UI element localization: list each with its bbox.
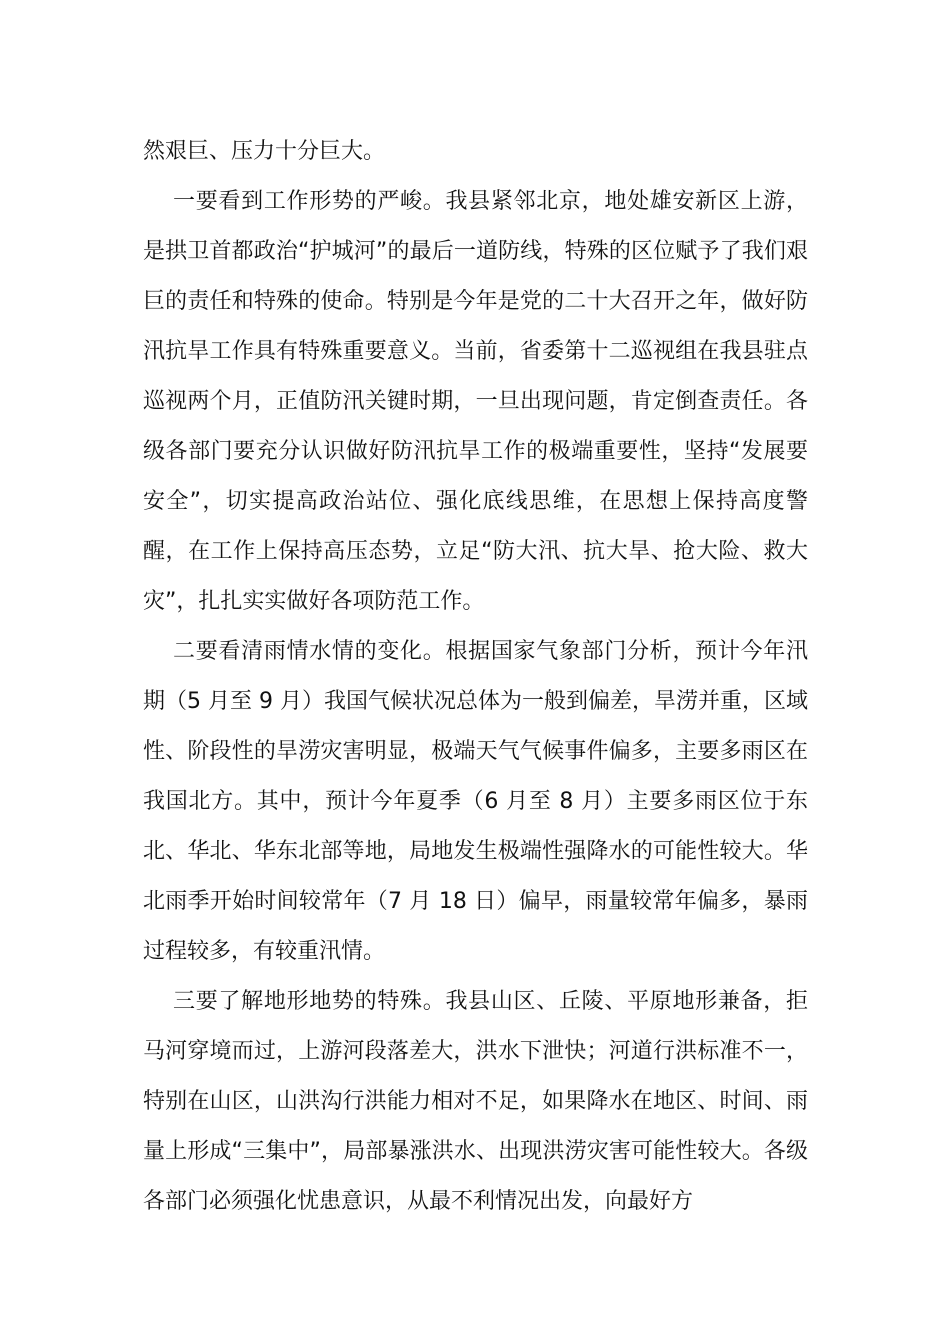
paragraph-terrain: 三要了解地形地势的特殊。我县山区、丘陵、平原地形兼备，拒马河穿境而过，上游河段落差大，洪水下泄快；河道行洪标准不一，特别在山区，山洪沟行洪能力相对不足，如果降水在地区、时间、雨量上形成“三集中”，局部暴涨洪水、出现洪涝灾害可能性较大。各级各部门必须强化忧患意识，从最不利情况出发，向最好方	[143, 989, 808, 1214]
paragraph-work-situation: 一要看到工作形势的严峻。我县紧邻北京，地处雄安新区上游，是拱卫首都政治“护城河”的最后一道防线，特殊的区位赋予了我们艰巨的责任和特殊的使命。特别是今年是党的二十大召开之年，做好防汛抗旱工作具有特殊重要意义。当前，省委第十二巡视组在我县驻点巡视两个月，正值防汛关键时期，一旦出现问题，肯定倒查责任。各级各部门要充分认识做好防汛抗旱工作的极端重要性，坚持“发展要安全”，切实提高政治站位、强化底线思维，在思想上保持高度警醒，在工作上保持高压态势，立足“防大汛、抗大旱、抢大险、救大灾”，扎扎实实做好各项防范工作。	[143, 189, 808, 614]
paragraph-continuation: 然艰巨、压力十分巨大。	[143, 139, 386, 164]
paragraph-rain-water-conditions: 二要看清雨情水情的变化。根据国家气象部门分析，预计今年汛期（5 月至 9 月）我国气候状况总体为一般到偏差，旱涝并重，区域性、阶段性的旱涝灾害明显，极端天气气候事件偏多，主要多雨区在我国北方。其中，预计今年夏季（6 月至 8 月）主要多雨区位于东北、华北、华东北部等地，局地发生极端性强降水的可能性较大。华北雨季开始时间较常年（7 月 18 日）偏早，雨量较常年偏多，暴雨过程较多，有较重汛情。	[143, 639, 808, 964]
document-body	[143, 127, 808, 1227]
